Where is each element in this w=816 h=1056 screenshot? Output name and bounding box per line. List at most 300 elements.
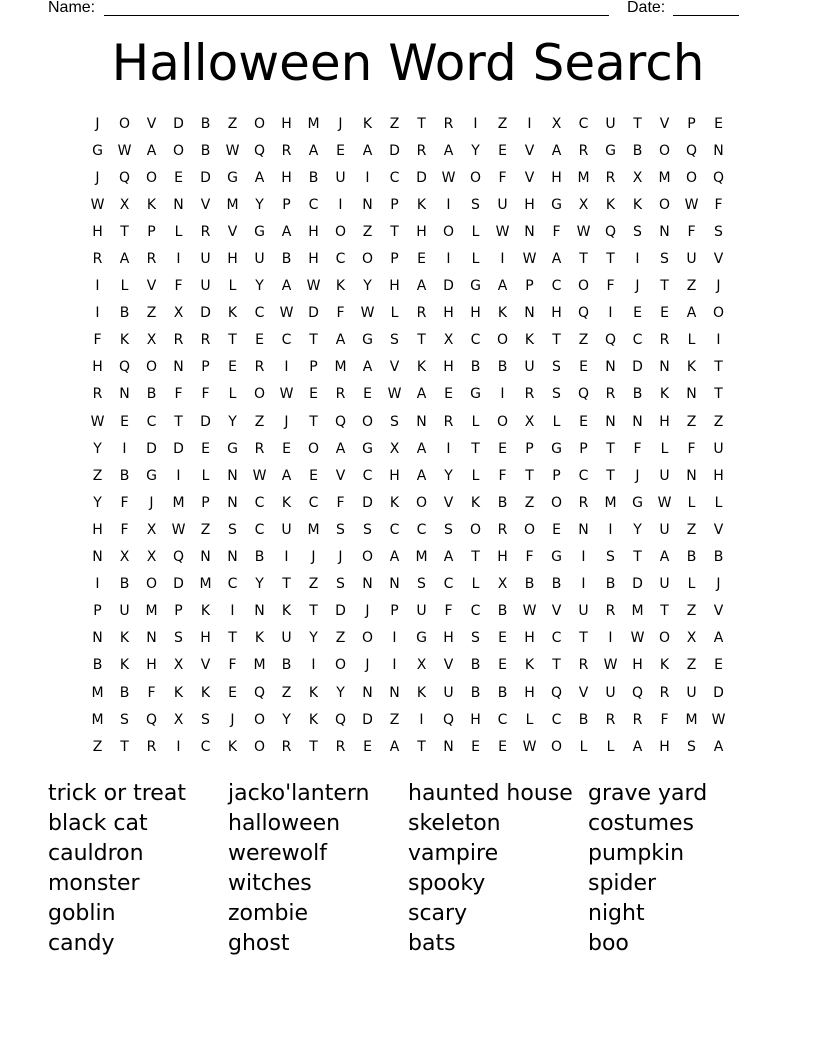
grid-letter: P bbox=[309, 359, 318, 376]
grid-letter: I bbox=[392, 657, 397, 674]
grid-letter: C bbox=[551, 278, 562, 295]
grid-letter: E bbox=[174, 169, 183, 186]
grid-letter: Z bbox=[686, 657, 697, 674]
grid-letter: B bbox=[632, 142, 643, 159]
grid-letter: D bbox=[362, 494, 373, 511]
grid-letter: R bbox=[524, 386, 535, 403]
grid-letter: N bbox=[659, 223, 670, 240]
grid-letter: G bbox=[362, 440, 373, 457]
grid-letter: Y bbox=[309, 630, 318, 647]
grid-letter: C bbox=[200, 738, 211, 755]
grid-letter: G bbox=[470, 386, 481, 403]
grid-letter: T bbox=[579, 251, 588, 268]
grid-letter: W bbox=[441, 169, 456, 186]
grid-letter: N bbox=[659, 359, 670, 376]
grid-letter: Q bbox=[712, 169, 725, 186]
grid-letter: K bbox=[200, 603, 211, 620]
grid-letter: A bbox=[281, 223, 292, 240]
grid-letter: K bbox=[659, 386, 670, 403]
grid-letter: D bbox=[632, 359, 643, 376]
word-list-item: black cat bbox=[48, 811, 148, 836]
grid-letter: I bbox=[122, 440, 127, 457]
grid-letter: X bbox=[119, 196, 130, 213]
grid-letter: V bbox=[227, 223, 238, 240]
grid-letter: P bbox=[93, 603, 102, 620]
grid-letter: G bbox=[632, 494, 643, 511]
grid-letter: B bbox=[281, 657, 292, 674]
grid-letter: E bbox=[633, 305, 642, 322]
grid-letter: H bbox=[308, 251, 319, 268]
grid-letter: O bbox=[469, 521, 482, 538]
grid-letter: L bbox=[687, 494, 696, 511]
grid-letter: A bbox=[281, 278, 292, 295]
grid-letter: R bbox=[605, 169, 616, 186]
grid-letter: S bbox=[552, 359, 561, 376]
grid-letter: Q bbox=[118, 169, 131, 186]
grid-letter: N bbox=[362, 196, 373, 213]
grid-letter: B bbox=[497, 603, 508, 620]
grid-letter: K bbox=[416, 196, 427, 213]
grid-letter: L bbox=[390, 305, 399, 322]
grid-letter: D bbox=[200, 305, 211, 322]
grid-letter: X bbox=[686, 630, 697, 647]
grid-letter: B bbox=[497, 494, 508, 511]
grid-letter: Z bbox=[497, 115, 508, 132]
grid-letter: D bbox=[146, 440, 157, 457]
grid-letter: K bbox=[362, 115, 373, 132]
grid-letter: O bbox=[253, 738, 266, 755]
grid-letter: L bbox=[174, 223, 183, 240]
grid-letter: Z bbox=[227, 115, 238, 132]
grid-letter: S bbox=[363, 521, 372, 538]
grid-letter: T bbox=[417, 115, 426, 132]
grid-letter: K bbox=[227, 738, 238, 755]
grid-letter: T bbox=[552, 657, 561, 674]
grid-letter: P bbox=[147, 223, 156, 240]
grid-letter: A bbox=[389, 738, 400, 755]
grid-letter: Q bbox=[550, 684, 563, 701]
grid-letter: H bbox=[497, 549, 508, 566]
grid-letter: E bbox=[336, 142, 345, 159]
grid-letter: E bbox=[552, 521, 561, 538]
grid-letter: C bbox=[497, 711, 508, 728]
grid-letter: N bbox=[92, 549, 103, 566]
word-list-item: trick or treat bbox=[48, 781, 186, 806]
grid-letter: E bbox=[444, 386, 453, 403]
word-list-item: night bbox=[588, 901, 645, 926]
grid-letter: D bbox=[308, 305, 319, 322]
grid-letter: O bbox=[658, 196, 671, 213]
grid-letter: I bbox=[284, 549, 289, 566]
grid-letter: R bbox=[254, 359, 265, 376]
word-list-item: halloween bbox=[228, 811, 341, 836]
grid-letter: V bbox=[146, 278, 157, 295]
grid-letter: K bbox=[308, 711, 319, 728]
grid-letter: I bbox=[95, 576, 100, 593]
grid-letter: S bbox=[336, 521, 345, 538]
grid-letter: U bbox=[605, 684, 616, 701]
grid-letter: T bbox=[579, 630, 588, 647]
grid-letter: I bbox=[365, 169, 370, 186]
grid-letter: O bbox=[361, 251, 374, 268]
word-list-item: cauldron bbox=[48, 841, 144, 866]
grid-letter: U bbox=[200, 278, 211, 295]
grid-letter: W bbox=[522, 603, 537, 620]
grid-letter: I bbox=[419, 711, 424, 728]
grid-letter: H bbox=[470, 711, 481, 728]
grid-letter: O bbox=[550, 738, 563, 755]
grid-letter: I bbox=[608, 630, 613, 647]
grid-letter: D bbox=[173, 440, 184, 457]
grid-letter: F bbox=[147, 684, 156, 701]
grid-letter: T bbox=[714, 359, 723, 376]
grid-letter: F bbox=[336, 494, 345, 511]
grid-letter: Y bbox=[255, 278, 264, 295]
grid-letter: K bbox=[497, 305, 508, 322]
grid-letter: P bbox=[282, 196, 291, 213]
grid-letter: K bbox=[308, 684, 319, 701]
grid-letter: M bbox=[145, 603, 158, 620]
grid-letter: K bbox=[416, 684, 427, 701]
grid-letter: W bbox=[522, 738, 537, 755]
grid-letter: O bbox=[469, 169, 482, 186]
word-list-item: witches bbox=[228, 871, 312, 896]
grid-letter: Z bbox=[686, 521, 697, 538]
grid-letter: B bbox=[470, 657, 481, 674]
grid-letter: E bbox=[309, 467, 318, 484]
grid-letter: V bbox=[146, 115, 157, 132]
grid-letter: Y bbox=[228, 413, 237, 430]
grid-letter: W bbox=[630, 630, 645, 647]
grid-letter: A bbox=[146, 142, 157, 159]
grid-letter: O bbox=[523, 521, 536, 538]
grid-letter: H bbox=[551, 305, 562, 322]
grid-letter: Z bbox=[524, 494, 535, 511]
grid-letter: P bbox=[525, 440, 534, 457]
grid-letter: N bbox=[227, 549, 238, 566]
page-title: Halloween Word Search bbox=[111, 34, 705, 92]
grid-letter: U bbox=[254, 251, 265, 268]
grid-letter: I bbox=[95, 305, 100, 322]
grid-letter: U bbox=[713, 440, 724, 457]
grid-letter: I bbox=[230, 603, 235, 620]
grid-letter: U bbox=[497, 196, 508, 213]
grid-letter: B bbox=[92, 657, 103, 674]
grid-letter: O bbox=[253, 711, 266, 728]
grid-letter: N bbox=[362, 684, 373, 701]
grid-letter: X bbox=[173, 305, 184, 322]
grid-letter: Z bbox=[686, 413, 697, 430]
grid-letter: A bbox=[551, 142, 562, 159]
grid-letter: N bbox=[173, 359, 184, 376]
grid-letter: U bbox=[659, 576, 670, 593]
grid-letter: T bbox=[606, 440, 615, 457]
grid-letter: B bbox=[497, 359, 508, 376]
grid-letter: E bbox=[228, 684, 237, 701]
grid-letter: C bbox=[308, 196, 319, 213]
grid-letter: R bbox=[659, 684, 670, 701]
name-date-line bbox=[48, 0, 748, 20]
grid-letter: N bbox=[443, 738, 454, 755]
grid-letter: I bbox=[581, 576, 586, 593]
grid-letter: Q bbox=[442, 711, 455, 728]
grid-letter: I bbox=[338, 196, 343, 213]
grid-letter: Y bbox=[471, 142, 480, 159]
grid-letter: W bbox=[306, 278, 321, 295]
grid-letter: F bbox=[660, 711, 669, 728]
grid-letter: I bbox=[176, 738, 181, 755]
grid-letter: H bbox=[416, 223, 427, 240]
grid-letter: O bbox=[685, 169, 698, 186]
grid-letter: J bbox=[716, 576, 721, 593]
grid-letter: E bbox=[363, 386, 372, 403]
grid-letter: U bbox=[416, 603, 427, 620]
word-list-item: candy bbox=[48, 931, 115, 956]
grid-letter: L bbox=[201, 467, 210, 484]
grid-letter: J bbox=[365, 603, 370, 620]
grid-letter: Z bbox=[389, 115, 400, 132]
grid-letter: R bbox=[281, 142, 292, 159]
grid-letter: T bbox=[417, 738, 426, 755]
grid-letter: B bbox=[632, 386, 643, 403]
grid-letter: B bbox=[119, 467, 130, 484]
grid-letter: R bbox=[335, 738, 346, 755]
grid-letter: N bbox=[686, 386, 697, 403]
grid-letter: T bbox=[309, 413, 318, 430]
grid-letter: N bbox=[119, 386, 130, 403]
grid-letter: P bbox=[390, 196, 399, 213]
grid-letter: C bbox=[362, 467, 373, 484]
grid-letter: F bbox=[687, 440, 696, 457]
grid-letter: Z bbox=[578, 332, 589, 349]
grid-letter: D bbox=[713, 684, 724, 701]
grid-letter: O bbox=[145, 359, 158, 376]
grid-letter: E bbox=[660, 305, 669, 322]
grid-letter: O bbox=[361, 630, 374, 647]
grid-letter: D bbox=[173, 576, 184, 593]
grid-letter: O bbox=[253, 115, 266, 132]
grid-letter: I bbox=[500, 386, 505, 403]
grid-letter: F bbox=[336, 305, 345, 322]
grid-letter: S bbox=[336, 576, 345, 593]
letter-grid bbox=[84, 110, 732, 760]
grid-letter: F bbox=[174, 278, 183, 295]
grid-letter: G bbox=[416, 630, 427, 647]
grid-letter: B bbox=[119, 576, 130, 593]
grid-letter: A bbox=[443, 549, 454, 566]
grid-letter: X bbox=[632, 169, 643, 186]
grid-letter: H bbox=[227, 251, 238, 268]
grid-letter: V bbox=[443, 657, 454, 674]
grid-letter: R bbox=[146, 251, 157, 268]
grid-letter: J bbox=[95, 115, 100, 132]
grid-letter: R bbox=[416, 142, 427, 159]
grid-letter: M bbox=[91, 684, 104, 701]
grid-letter: G bbox=[551, 196, 562, 213]
grid-letter: K bbox=[173, 684, 184, 701]
grid-letter: O bbox=[712, 305, 725, 322]
grid-letter: W bbox=[252, 467, 267, 484]
grid-letter: T bbox=[606, 251, 615, 268]
grid-letter: Q bbox=[604, 332, 617, 349]
word-list-item: vampire bbox=[408, 841, 499, 866]
grid-letter: C bbox=[254, 494, 265, 511]
grid-letter: Z bbox=[713, 413, 724, 430]
grid-letter: O bbox=[550, 494, 563, 511]
grid-letter: N bbox=[416, 413, 427, 430]
grid-letter: N bbox=[524, 223, 535, 240]
grid-letter: A bbox=[308, 142, 319, 159]
grid-letter: T bbox=[714, 386, 723, 403]
grid-letter: C bbox=[389, 521, 400, 538]
grid-letter: S bbox=[228, 521, 237, 538]
grid-letter: E bbox=[498, 440, 507, 457]
grid-letter: R bbox=[497, 521, 508, 538]
grid-letter: C bbox=[551, 711, 562, 728]
grid-letter: Z bbox=[686, 278, 697, 295]
word-list-item: grave yard bbox=[588, 781, 708, 806]
grid-letter: B bbox=[470, 359, 481, 376]
grid-letter: R bbox=[578, 142, 589, 159]
grid-letter: S bbox=[471, 196, 480, 213]
grid-letter: F bbox=[498, 467, 507, 484]
grid-letter: L bbox=[660, 440, 669, 457]
grid-letter: H bbox=[281, 115, 292, 132]
grid-letter: V bbox=[713, 521, 724, 538]
grid-letter: A bbox=[281, 467, 292, 484]
grid-letter: R bbox=[200, 223, 211, 240]
grid-letter: O bbox=[334, 657, 347, 674]
grid-letter: V bbox=[551, 603, 562, 620]
grid-letter: J bbox=[635, 467, 640, 484]
grid-letter: U bbox=[119, 603, 130, 620]
grid-letter: Q bbox=[172, 549, 185, 566]
grid-letter: B bbox=[497, 684, 508, 701]
grid-letter: H bbox=[659, 413, 670, 430]
grid-letter: C bbox=[632, 332, 643, 349]
grid-letter: G bbox=[146, 467, 157, 484]
grid-letter: K bbox=[659, 657, 670, 674]
grid-letter: Q bbox=[685, 142, 698, 159]
grid-letter: C bbox=[578, 115, 589, 132]
grid-letter: H bbox=[524, 630, 535, 647]
grid-letter: D bbox=[389, 142, 400, 159]
grid-letter: S bbox=[390, 332, 399, 349]
grid-letter: I bbox=[608, 521, 613, 538]
word-list-item: bats bbox=[408, 931, 456, 956]
grid-letter: D bbox=[200, 413, 211, 430]
grid-letter: S bbox=[633, 223, 642, 240]
grid-letter: I bbox=[176, 251, 181, 268]
grid-letter: O bbox=[577, 278, 590, 295]
grid-letter: T bbox=[606, 467, 615, 484]
grid-letter: C bbox=[335, 251, 346, 268]
grid-letter: A bbox=[416, 440, 427, 457]
grid-letter: T bbox=[309, 332, 318, 349]
grid-letter: A bbox=[254, 169, 265, 186]
grid-letter: T bbox=[660, 278, 669, 295]
grid-letter: T bbox=[417, 332, 426, 349]
grid-letter: H bbox=[92, 359, 103, 376]
grid-letter: L bbox=[714, 494, 723, 511]
grid-letter: W bbox=[90, 413, 105, 430]
grid-letter: F bbox=[93, 332, 102, 349]
grid-letter: I bbox=[527, 115, 532, 132]
grid-letter: J bbox=[338, 115, 343, 132]
grid-letter: X bbox=[173, 657, 184, 674]
grid-letter: O bbox=[118, 115, 131, 132]
grid-letter: F bbox=[201, 386, 210, 403]
grid-letter: L bbox=[471, 251, 480, 268]
grid-letter: H bbox=[632, 657, 643, 674]
date-blank bbox=[673, 15, 739, 16]
word-list-item: werewolf bbox=[228, 841, 327, 866]
grid-letter: N bbox=[146, 630, 157, 647]
grid-letter: M bbox=[631, 603, 644, 620]
grid-letter: O bbox=[145, 576, 158, 593]
grid-letter: G bbox=[92, 142, 103, 159]
grid-letter: Z bbox=[92, 738, 103, 755]
grid-letter: R bbox=[92, 251, 103, 268]
grid-letter: K bbox=[416, 359, 427, 376]
name-label: Name: bbox=[48, 0, 96, 16]
grid-letter: N bbox=[605, 413, 616, 430]
grid-letter: Q bbox=[577, 386, 590, 403]
grid-letter: Q bbox=[604, 223, 617, 240]
grid-letter: T bbox=[282, 576, 291, 593]
grid-letter: T bbox=[552, 332, 561, 349]
grid-letter: U bbox=[686, 684, 697, 701]
grid-letter: E bbox=[363, 738, 372, 755]
word-list-item: pumpkin bbox=[588, 841, 685, 866]
grid-letter: S bbox=[417, 576, 426, 593]
grid-letter: O bbox=[496, 413, 509, 430]
grid-letter: Y bbox=[363, 278, 372, 295]
grid-letter: Z bbox=[686, 603, 697, 620]
grid-letter: B bbox=[308, 169, 319, 186]
grid-letter: O bbox=[658, 142, 671, 159]
grid-letter: R bbox=[173, 332, 184, 349]
grid-letter: P bbox=[579, 440, 588, 457]
grid-letter: D bbox=[362, 711, 373, 728]
grid-letter: X bbox=[146, 332, 157, 349]
grid-letter: I bbox=[446, 196, 451, 213]
grid-letter: B bbox=[686, 549, 697, 566]
grid-letter: C bbox=[443, 576, 454, 593]
grid-letter: N bbox=[227, 494, 238, 511]
grid-letter: Y bbox=[93, 494, 102, 511]
grid-letter: H bbox=[389, 278, 400, 295]
grid-letter: B bbox=[119, 305, 130, 322]
grid-letter: R bbox=[659, 332, 670, 349]
grid-letter: H bbox=[443, 630, 454, 647]
grid-letter: D bbox=[335, 603, 346, 620]
grid-letter: W bbox=[603, 657, 618, 674]
grid-letter: Z bbox=[389, 711, 400, 728]
grid-letter: V bbox=[713, 251, 724, 268]
grid-letter: H bbox=[470, 305, 481, 322]
grid-letter: Y bbox=[336, 684, 345, 701]
grid-letter: A bbox=[659, 549, 670, 566]
grid-letter: I bbox=[446, 440, 451, 457]
grid-letter: B bbox=[200, 142, 211, 159]
word-list-item: zombie bbox=[228, 901, 309, 926]
grid-letter: F bbox=[633, 440, 642, 457]
grid-letter: L bbox=[228, 278, 237, 295]
grid-letter: C bbox=[416, 521, 427, 538]
grid-letter: M bbox=[226, 196, 239, 213]
grid-letter: J bbox=[311, 549, 316, 566]
